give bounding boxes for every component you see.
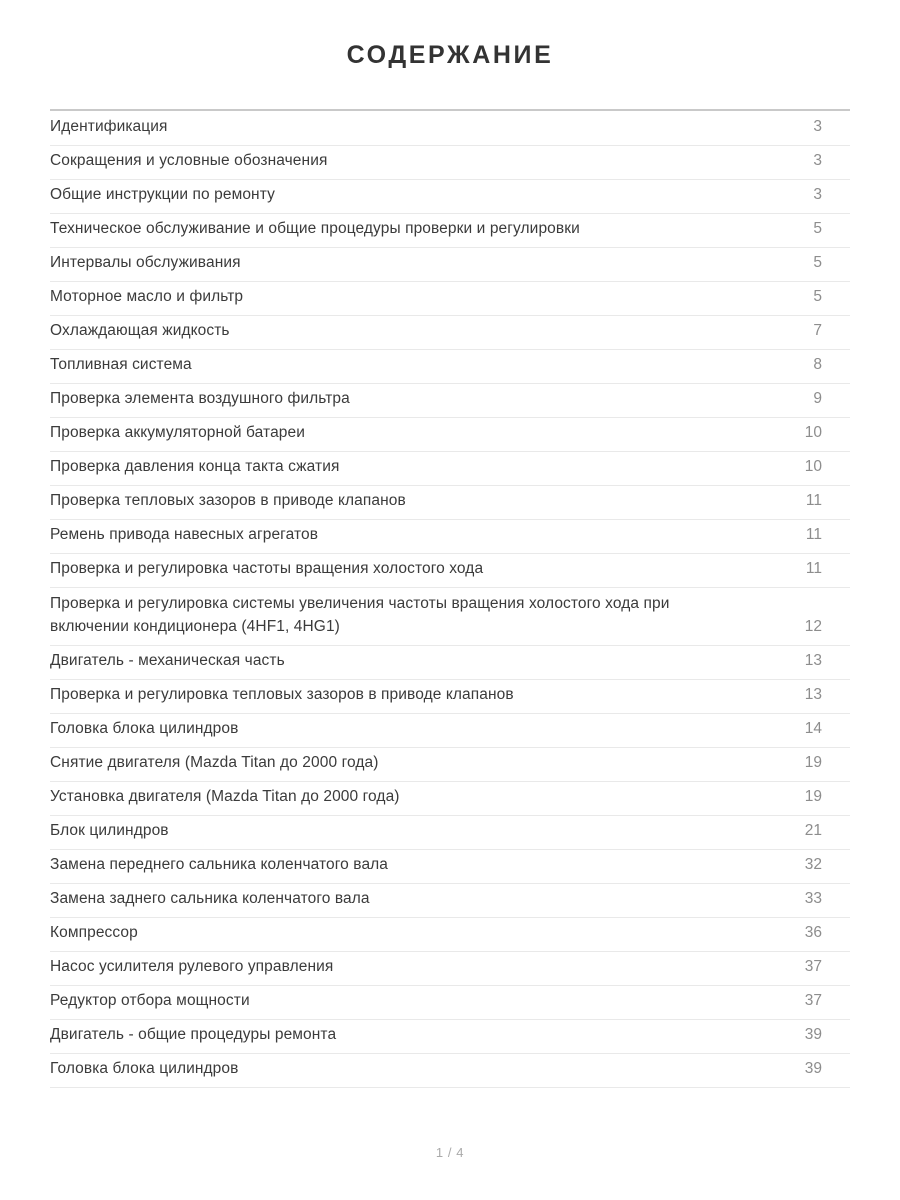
toc-entry-page-number: 13 bbox=[762, 645, 850, 679]
toc-entry[interactable] bbox=[50, 883, 850, 917]
toc-entry-title: Головка блока цилиндров bbox=[50, 1053, 762, 1087]
toc-entry-page-number: 12 bbox=[762, 587, 850, 645]
toc-entry[interactable] bbox=[50, 485, 850, 519]
toc-entry-page-number: 5 bbox=[762, 281, 850, 315]
toc-entry[interactable] bbox=[50, 213, 850, 247]
toc-entry[interactable] bbox=[50, 1019, 850, 1053]
toc-entry[interactable] bbox=[50, 985, 850, 1019]
toc-entry[interactable] bbox=[50, 417, 850, 451]
toc-entry-title: Редуктор отбора мощности bbox=[50, 985, 762, 1019]
toc-entry[interactable] bbox=[50, 349, 850, 383]
toc-entry[interactable] bbox=[50, 111, 850, 145]
toc-entry-title: Моторное масло и фильтр bbox=[50, 281, 762, 315]
toc-entry-title: Проверка аккумуляторной батареи bbox=[50, 417, 762, 451]
toc-entry-page-number: 37 bbox=[762, 951, 850, 985]
toc-entry[interactable] bbox=[50, 383, 850, 417]
toc-entry-page-number: 3 bbox=[762, 111, 850, 145]
toc-entry-page-number: 9 bbox=[762, 383, 850, 417]
toc-entry-page-number: 19 bbox=[762, 747, 850, 781]
toc-entry-page-number: 39 bbox=[762, 1019, 850, 1053]
toc-entry[interactable] bbox=[50, 145, 850, 179]
toc-entry-title: Блок цилиндров bbox=[50, 815, 762, 849]
toc-entry-title: Охлаждающая жидкость bbox=[50, 315, 762, 349]
toc-entry-title: Замена заднего сальника коленчатого вала bbox=[50, 883, 762, 917]
toc-entry-page-number: 5 bbox=[762, 213, 850, 247]
toc-entry-title: Проверка и регулировка системы увеличения частоты вращения холостого хода при включении кондиционера (4HF1, 4HG1) bbox=[50, 587, 762, 645]
toc-entry-title: Сокращения и условные обозначения bbox=[50, 145, 762, 179]
toc-entry-title: Двигатель - механическая часть bbox=[50, 645, 762, 679]
toc-entry-title: Проверка и регулировка частоты вращения холостого хода bbox=[50, 553, 762, 587]
toc-entry[interactable] bbox=[50, 315, 850, 349]
toc-entry-page-number: 10 bbox=[762, 417, 850, 451]
toc-entry[interactable] bbox=[50, 587, 850, 645]
toc-entry-title: Общие инструкции по ремонту bbox=[50, 179, 762, 213]
toc-entry-page-number: 3 bbox=[762, 179, 850, 213]
toc-entry[interactable] bbox=[50, 553, 850, 587]
toc-entry-page-number: 37 bbox=[762, 985, 850, 1019]
toc-entry-title: Головка блока цилиндров bbox=[50, 713, 762, 747]
toc-entry-title: Проверка тепловых зазоров в приводе клапанов bbox=[50, 485, 762, 519]
toc-entry-page-number: 10 bbox=[762, 451, 850, 485]
toc-entry-page-number: 36 bbox=[762, 917, 850, 951]
toc-entry-page-number: 5 bbox=[762, 247, 850, 281]
toc-entry-page-number: 13 bbox=[762, 679, 850, 713]
table-of-contents bbox=[50, 111, 850, 1088]
toc-entry-title: Ремень привода навесных агрегатов bbox=[50, 519, 762, 553]
toc-entry-title: Двигатель - общие процедуры ремонта bbox=[50, 1019, 762, 1053]
toc-entry-page-number: 11 bbox=[762, 485, 850, 519]
toc-entry[interactable] bbox=[50, 281, 850, 315]
toc-entry[interactable] bbox=[50, 451, 850, 485]
toc-entry[interactable] bbox=[50, 645, 850, 679]
toc-entry-title: Идентификация bbox=[50, 111, 762, 145]
toc-entry[interactable] bbox=[50, 951, 850, 985]
toc-entry-title: Установка двигателя (Mazda Titan до 2000 года) bbox=[50, 781, 762, 815]
toc-entry[interactable] bbox=[50, 849, 850, 883]
toc-entry-title: Снятие двигателя (Mazda Titan до 2000 года) bbox=[50, 747, 762, 781]
page-footer: 1 / 4 bbox=[435, 1145, 465, 1160]
toc-entry-title: Замена переднего сальника коленчатого вала bbox=[50, 849, 762, 883]
toc-entry[interactable] bbox=[50, 781, 850, 815]
toc-entry-title: Компрессор bbox=[50, 917, 762, 951]
toc-entry-page-number: 14 bbox=[762, 713, 850, 747]
toc-entry[interactable] bbox=[50, 247, 850, 281]
toc-entry[interactable] bbox=[50, 747, 850, 781]
page-title: СОДЕРЖАНИЕ bbox=[346, 41, 554, 69]
toc-entry-title: Проверка давления конца такта сжатия bbox=[50, 451, 762, 485]
toc-entry-page-number: 32 bbox=[762, 849, 850, 883]
toc-entry[interactable] bbox=[50, 1053, 850, 1087]
toc-entry-title: Техническое обслуживание и общие процедуры проверки и регулировки bbox=[50, 213, 762, 247]
toc-entry-page-number: 7 bbox=[762, 315, 850, 349]
toc-entry-title: Проверка элемента воздушного фильтра bbox=[50, 383, 762, 417]
toc-entry-page-number: 39 bbox=[762, 1053, 850, 1087]
toc-entry[interactable] bbox=[50, 679, 850, 713]
toc-entry-page-number: 21 bbox=[762, 815, 850, 849]
toc-entry-page-number: 8 bbox=[762, 349, 850, 383]
toc-entry-page-number: 19 bbox=[762, 781, 850, 815]
toc-entry[interactable] bbox=[50, 519, 850, 553]
toc-entry[interactable] bbox=[50, 917, 850, 951]
toc-entry[interactable] bbox=[50, 713, 850, 747]
toc-entry-title: Интервалы обслуживания bbox=[50, 247, 762, 281]
toc-entry-page-number: 11 bbox=[762, 519, 850, 553]
toc-entry-page-number: 3 bbox=[762, 145, 850, 179]
toc-entry-title: Насос усилителя рулевого управления bbox=[50, 951, 762, 985]
toc-entry[interactable] bbox=[50, 815, 850, 849]
toc-entry-title: Топливная система bbox=[50, 349, 762, 383]
toc-entry[interactable] bbox=[50, 179, 850, 213]
toc-entry-page-number: 11 bbox=[762, 553, 850, 587]
toc-entry-page-number: 33 bbox=[762, 883, 850, 917]
toc-entry-title: Проверка и регулировка тепловых зазоров в приводе клапанов bbox=[50, 679, 762, 713]
